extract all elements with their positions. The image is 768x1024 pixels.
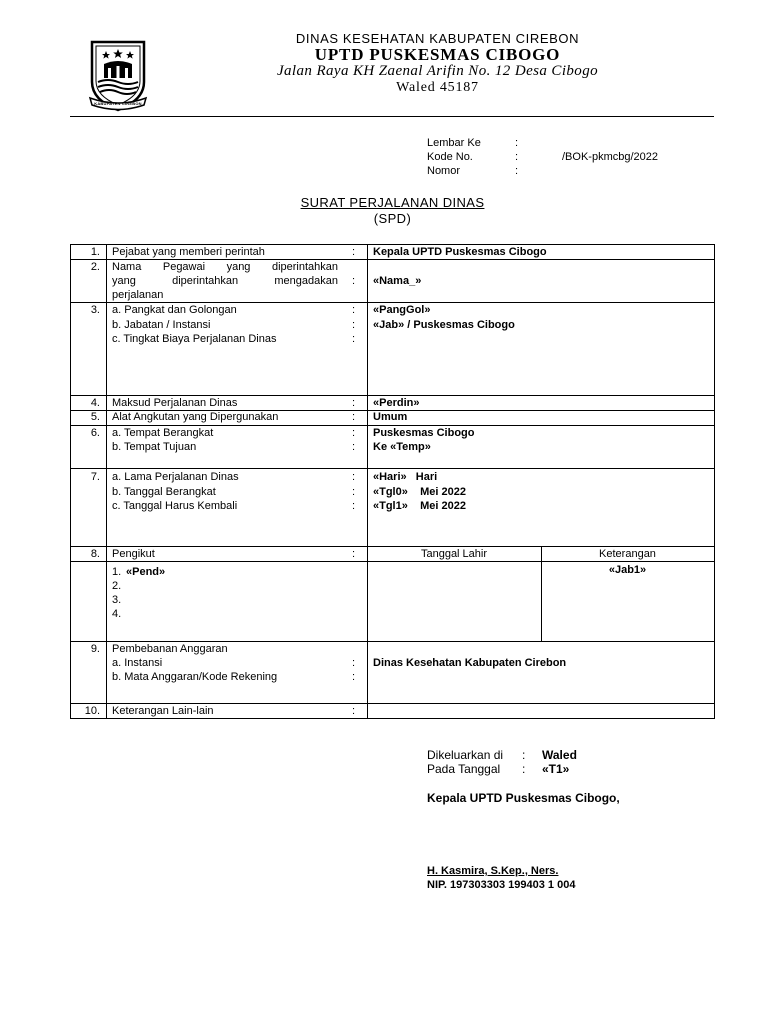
row7-colon-b: : (352, 486, 356, 498)
row7-value-c: «Tgl1» Mei 2022 (373, 500, 466, 512)
follower-4-number: 4. (112, 608, 122, 620)
row9-colon-b: : (352, 671, 356, 683)
address-line: Jalan Raya KH Zaenal Arifin No. 12 Desa Cibogo (276, 63, 599, 79)
row7-colon-a: : (352, 471, 356, 483)
row3-colon-c: : (352, 333, 356, 345)
row7-value-b: «Tgl0» Mei 2022 (373, 486, 466, 498)
row7-label-c: c. Tanggal Harus Kembali (112, 500, 238, 512)
follower-2-number: 2. (112, 580, 122, 592)
logo-ribbon-text: KABUPATEN CIREBON (94, 101, 142, 106)
row1-colon: : (352, 246, 356, 258)
col-header-tanggal-lahir: Tanggal Lahir (420, 548, 488, 560)
row6-value-b: Ke «Temp» (373, 441, 431, 453)
row3-label-c: c. Tingkat Biaya Perjalanan Dinas (112, 333, 277, 345)
row3-label-b: b. Jabatan / Instansi (112, 319, 211, 331)
row2-label-line2: yang diperintahkan mengadakan (112, 275, 338, 287)
issued-at-colon: : (522, 748, 526, 762)
lembar-colon: : (515, 137, 519, 149)
row9-label-a: a. Instansi (112, 657, 163, 669)
row8-number: 8. (90, 548, 100, 560)
document-subtitle: (SPD) (373, 211, 412, 226)
follower-3-number: 3. (112, 594, 122, 606)
lembar-label: Lembar Ke (427, 137, 481, 149)
row7-value-a: «Hari» Hari (373, 471, 438, 483)
row7-label-b: b. Tanggal Berangkat (112, 486, 216, 498)
row7-number: 7. (90, 471, 100, 483)
row9-label: Pembebanan Anggaran (112, 643, 228, 655)
row3-label-a: a. Pangkat dan Golongan (112, 304, 237, 316)
row4-value: «Perdin» (373, 397, 420, 409)
letterhead-divider (70, 116, 714, 117)
row7-colon-c: : (352, 500, 356, 512)
document-title: SURAT PERJALANAN DINAS (300, 195, 485, 210)
institution-name: UPTD PUSKESMAS CIBOGO (314, 45, 561, 64)
row2-label-line1: Nama Pegawai yang diperintahkan (112, 261, 338, 273)
row8-colon: : (352, 548, 356, 560)
row3-colon-a: : (352, 304, 356, 316)
city-postal: Waled 45187 (396, 80, 479, 95)
signatory-nip: NIP. 197303303 199403 1 004 (427, 879, 576, 891)
col-header-keterangan: Keterangan (599, 548, 656, 560)
row5-colon: : (352, 411, 356, 423)
follower-1-keterangan: «Jab1» (608, 564, 647, 576)
row6-number: 6. (90, 427, 100, 439)
row2-colon: : (352, 275, 356, 287)
row9-label-b: b. Mata Anggaran/Kode Rekening (112, 671, 278, 683)
row2-number: 2. (90, 261, 100, 273)
row10-number: 10. (84, 705, 100, 717)
row3-value-b: «Jab» / Puskesmas Cibogo (373, 319, 515, 331)
row6-colon-a: : (352, 427, 356, 439)
row7-label-a: a. Lama Perjalanan Dinas (112, 471, 239, 483)
kode-label: Kode No. (427, 151, 473, 163)
row9-value-a: Dinas Kesehatan Kabupaten Cirebon (373, 657, 567, 669)
issued-at-label: Dikeluarkan di (427, 748, 504, 762)
agency-name: DINAS KESEHATAN KABUPATEN CIREBON (295, 31, 580, 46)
issued-at-value: Waled (542, 748, 577, 762)
row4-label: Maksud Perjalanan Dinas (112, 397, 238, 409)
row9-number: 9. (90, 643, 100, 655)
row3-number: 3. (90, 304, 100, 316)
issued-date-value: «T1» (542, 762, 570, 776)
nomor-colon: : (515, 165, 519, 177)
row1-label: Pejabat yang memberi perintah (112, 246, 265, 258)
row2-value: «Nama_» (373, 275, 422, 287)
issued-date-label: Pada Tanggal (427, 762, 501, 776)
signatory-title: Kepala UPTD Puskesmas Cibogo, (427, 791, 620, 805)
row8-label: Pengikut (112, 548, 155, 560)
row3-colon-b: : (352, 319, 356, 331)
row1-value: Kepala UPTD Puskesmas Cibogo (373, 246, 547, 258)
row2-label-line3: perjalanan (112, 289, 164, 301)
kode-value: /BOK-pkmcbg/2022 (562, 151, 658, 163)
row6-colon-b: : (352, 441, 356, 453)
row1-number: 1. (90, 246, 100, 258)
row10-colon: : (352, 705, 356, 717)
row6-label-a: a. Tempat Berangkat (112, 427, 214, 439)
row3-value-a: «PangGol» (373, 304, 431, 316)
row9-colon-a: : (352, 657, 356, 669)
row4-colon: : (352, 397, 356, 409)
signatory-name: H. Kasmira, S.Kep., Ners. (427, 865, 559, 877)
row6-label-b: b. Tempat Tujuan (112, 441, 197, 453)
row10-label: Keterangan Lain-lain (112, 705, 214, 717)
row5-number: 5. (90, 411, 100, 423)
issued-date-colon: : (522, 762, 526, 776)
row5-label: Alat Angkutan yang Dipergunakan (112, 411, 279, 423)
row5-value: Umum (373, 411, 408, 423)
row6-value-a: Puskesmas Cibogo (373, 427, 475, 439)
row4-number: 4. (90, 397, 100, 409)
follower-1-name: «Pend» (126, 566, 166, 578)
nomor-label: Nomor (427, 165, 461, 177)
kode-colon: : (515, 151, 519, 163)
follower-1-number: 1. (112, 566, 122, 578)
